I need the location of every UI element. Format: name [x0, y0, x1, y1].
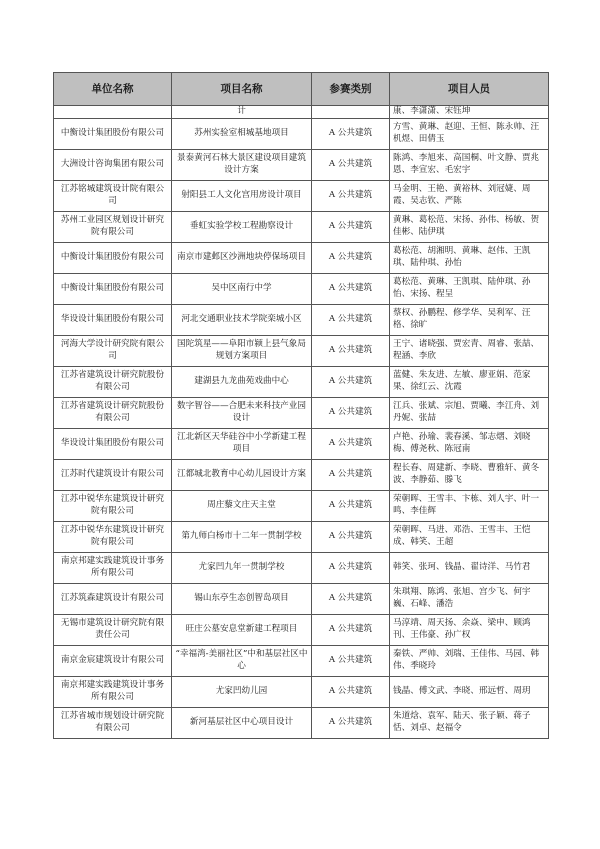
- cell-unit: 江苏筑森建筑设计有限公司: [54, 584, 172, 615]
- award-table: [53, 72, 549, 739]
- cell-unit: 中衡设计集团股份有限公司: [54, 119, 172, 150]
- cell-people: 卢艳、孙瑜、裴春溪、邹志熠、刘晓梅、傅尧秋、陈冠南: [390, 429, 549, 460]
- table-row: [54, 708, 549, 739]
- cell-project: 尤家凹幼儿园: [172, 677, 312, 708]
- cell-people: 王宁、诸晓强、贾宏青、周睿、张喆、程涵、李欣: [390, 336, 549, 367]
- cell-people: 陈鸿、李旭来、高国桐、叶文静、贾兆恩、李宣宏、毛宏宇: [390, 150, 549, 181]
- cell-project: 江都城北教育中心幼儿园设计方案: [172, 460, 312, 491]
- cell-project: 周庄藜文庄天主堂: [172, 491, 312, 522]
- table-row: [54, 677, 549, 708]
- cell-unit: 江苏省城市规划设计研究院有限公司: [54, 708, 172, 739]
- cell-project: 旺庄公墓安息堂新建工程项目: [172, 615, 312, 646]
- table-row: [54, 181, 549, 212]
- cell-unit: 江苏中锐华东建筑设计研究院有限公司: [54, 491, 172, 522]
- cell-category: A 公共建筑: [312, 491, 390, 522]
- cell-people: 荣朝晖、马进、邓浩、王雪丰、王恺成、韩笑、王超: [390, 522, 549, 553]
- cell-unit: 南京邦建实践建筑设计事务所有限公司: [54, 553, 172, 584]
- header-row: [54, 73, 549, 106]
- table-row: [54, 367, 549, 398]
- cell-people: 程长春、周建新、李晓、曹雅轩、黄冬波、李静茹、滕飞: [390, 460, 549, 491]
- cell-unit: 江苏时代建筑设计有限公司: [54, 460, 172, 491]
- cell-project: 吴中区南行中学: [172, 274, 312, 305]
- cell-people: 康、李潇潇、宋钰坤: [390, 106, 549, 119]
- header-unit: 单位名称: [54, 73, 172, 106]
- cell-category: A 公共建筑: [312, 615, 390, 646]
- cell-unit: 中衡设计集团股份有限公司: [54, 243, 172, 274]
- cell-project: 景泰黄河石林大景区建设项目建筑设计方案: [172, 150, 312, 181]
- cell-people: 钱晶、傅文武、李晓、邢远哲、周玥: [390, 677, 549, 708]
- cell-people: 秦铁、严帅、刘瑞、王佳伟、马园、韩伟、季晓玲: [390, 646, 549, 677]
- cell-project: “幸福湾-美丽社区”中和基层社区中心: [172, 646, 312, 677]
- cell-unit: 无锡市建筑设计研究院有限责任公司: [54, 615, 172, 646]
- cell-category: A 公共建筑: [312, 243, 390, 274]
- cell-people: 韩笑、张珂、钱晶、翟诗洋、马竹君: [390, 553, 549, 584]
- header-category: 参赛类别: [312, 73, 390, 106]
- cell-people: 蔡权、孙鹏程、修学华、吴利军、汪格、徐旷: [390, 305, 549, 336]
- cell-category: [312, 106, 390, 119]
- cell-category: A 公共建筑: [312, 150, 390, 181]
- table-row: [54, 491, 549, 522]
- cell-unit: 华设设计集团股份有限公司: [54, 305, 172, 336]
- cell-category: A 公共建筑: [312, 522, 390, 553]
- cell-people: 朱琪翔、陈鸿、张旭、宫少飞、何宇巍、石峰、潘浩: [390, 584, 549, 615]
- cell-project: 锡山东亭生态创智岛项目: [172, 584, 312, 615]
- cell-unit: 苏州工业园区规划设计研究院有限公司: [54, 212, 172, 243]
- cell-people: 马金明、王艳、黄裕林、刘冠婕、周霞、吴志钦、严陈: [390, 181, 549, 212]
- cell-people: 黄琳、葛松范、宋扬、孙伟、杨敏、贺佳彬、陆伊琪: [390, 212, 549, 243]
- cell-category: A 公共建筑: [312, 553, 390, 584]
- table-row: [54, 274, 549, 305]
- cell-category: A 公共建筑: [312, 429, 390, 460]
- cell-people: 方雪、黄琳、赵迎、王恒、陈永帅、汪机煜、田倩玉: [390, 119, 549, 150]
- cell-people: 蓝健、朱友进、左敏、廖亚娟、范家果、徐红云、沈霞: [390, 367, 549, 398]
- cell-category: A 公共建筑: [312, 460, 390, 491]
- cell-unit: 江苏铭城建筑设计院有限公司: [54, 181, 172, 212]
- cell-unit: 江苏中锐华东建筑设计研究院有限公司: [54, 522, 172, 553]
- header-project: 项目名称: [172, 73, 312, 106]
- table-row: [54, 398, 549, 429]
- table-row: [54, 584, 549, 615]
- cell-project: 河北交通职业技术学院栾城小区: [172, 305, 312, 336]
- cell-unit: 南京邦建实践建筑设计事务所有限公司: [54, 677, 172, 708]
- cell-category: A 公共建筑: [312, 677, 390, 708]
- cell-unit: 华设设计集团股份有限公司: [54, 429, 172, 460]
- cell-unit: 江苏省建筑设计研究院股份有限公司: [54, 367, 172, 398]
- table-row: [54, 522, 549, 553]
- table-row: [54, 212, 549, 243]
- cell-people: 马淳靖、周天扬、余焱、梁申、顾鸿刊、王伟豪、孙广权: [390, 615, 549, 646]
- cell-category: A 公共建筑: [312, 274, 390, 305]
- cell-category: A 公共建筑: [312, 708, 390, 739]
- cell-unit: 南京金宸建筑设计有限公司: [54, 646, 172, 677]
- table-header: [54, 73, 549, 106]
- cell-project: 数字智谷——合肥未来科技产业园设计: [172, 398, 312, 429]
- cell-category: A 公共建筑: [312, 336, 390, 367]
- table-row: [54, 119, 549, 150]
- cell-project: 国陀筑星——阜阳市颍上县气象局规划方案项目: [172, 336, 312, 367]
- table-body: [54, 106, 549, 739]
- table-row: [54, 460, 549, 491]
- cell-project: 新河基层社区中心项目设计: [172, 708, 312, 739]
- cell-people: 荣朝晖、王雪丰、卞栋、刘人宇、叶一鸣、李佳辉: [390, 491, 549, 522]
- cell-category: A 公共建筑: [312, 367, 390, 398]
- cell-category: A 公共建筑: [312, 212, 390, 243]
- cell-project: 江北新区天华硅谷中小学新建工程项目: [172, 429, 312, 460]
- table-row-continuation: [54, 106, 549, 119]
- cell-people: 葛松范、胡湘明、黄琳、赵伟、王凯琪、陆仲琪、孙怡: [390, 243, 549, 274]
- cell-unit: 江苏省建筑设计研究院股份有限公司: [54, 398, 172, 429]
- cell-category: A 公共建筑: [312, 181, 390, 212]
- cell-category: A 公共建筑: [312, 119, 390, 150]
- cell-unit: 中衡设计集团股份有限公司: [54, 274, 172, 305]
- table-row: [54, 615, 549, 646]
- cell-unit: 大洲设计咨询集团有限公司: [54, 150, 172, 181]
- cell-project: 苏州实验室相城基地项目: [172, 119, 312, 150]
- cell-project: 建湖县九龙曲苑戏曲中心: [172, 367, 312, 398]
- cell-category: A 公共建筑: [312, 646, 390, 677]
- table-row: [54, 646, 549, 677]
- cell-people: 朱道焓、袁军、陆天、张子颖、蒋子恬、刘卓、赵福令: [390, 708, 549, 739]
- table-row: [54, 305, 549, 336]
- table-row: [54, 336, 549, 367]
- cell-project: 南京市建邺区沙洲地块停保场项目: [172, 243, 312, 274]
- cell-project: 计: [172, 106, 312, 119]
- cell-project: 垂虹实验学校工程勘察设计: [172, 212, 312, 243]
- cell-category: A 公共建筑: [312, 305, 390, 336]
- cell-project: 第九师白杨市十二年一贯制学校: [172, 522, 312, 553]
- table-row: [54, 243, 549, 274]
- cell-category: A 公共建筑: [312, 584, 390, 615]
- table-row: [54, 429, 549, 460]
- header-people: 项目人员: [390, 73, 549, 106]
- cell-category: A 公共建筑: [312, 398, 390, 429]
- table-row: [54, 553, 549, 584]
- cell-people: 葛松范、黄琳、王凯琪、陆仲琪、孙怡、宋扬、程呈: [390, 274, 549, 305]
- table-row: [54, 150, 549, 181]
- cell-unit: 河海大学设计研究院有限公司: [54, 336, 172, 367]
- cell-project: 射阳县工人文化宫用房设计项目: [172, 181, 312, 212]
- cell-unit: [54, 106, 172, 119]
- cell-project: 尤家凹九年一贯制学校: [172, 553, 312, 584]
- cell-people: 江兵、张斌、宗旭、贾曦、李江舟、刘丹妮、张喆: [390, 398, 549, 429]
